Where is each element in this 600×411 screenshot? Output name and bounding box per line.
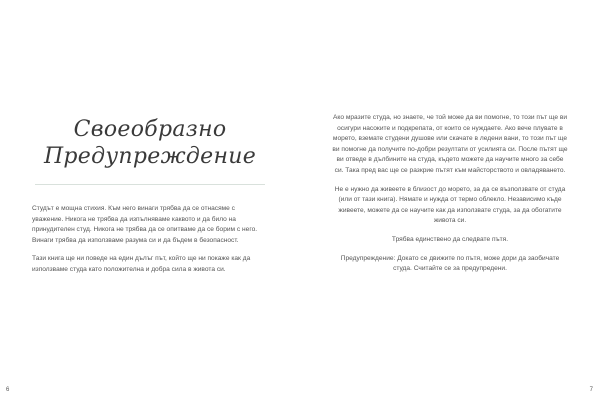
title-line-2: Предупреждение xyxy=(43,144,257,169)
page-number-right: 7 xyxy=(589,387,593,393)
page-number-left: 6 xyxy=(6,387,10,393)
right-page xyxy=(300,0,600,411)
paragraph: Трябва единствено да следвате пътя. xyxy=(391,235,509,243)
paragraph: Не е нужно да живеете в близост до морето, за да се възползвате от студа (или от тази книга). Нямате и нужда от термо облекло. Независимо къде живеете, можете да се научите как да използвате студа, за да обогатите живота си. xyxy=(334,185,566,225)
paragraph: Ако мразите студа, но знаете, че той може да ви помогне, то този път ще ви осигури насоките и подкрепата, от които се нуждаете. Ако вече плувате в морето, вземате студени душове или скачате в ледени вани, то този път ще ви помогне да получите по-добри резултати от усилията си. После пътят ще ви отведе в дълбините на студа, където можете да научите много за себе си. Така пред вас ще се разкрие пътят към майсторството и овладяването. xyxy=(332,114,568,174)
paragraph: Студът е мощна стихия. Към него винаги трябва да се отнасяме с уважение. Никога не трябва да изпълняваме каквото и да било на принудителен студ. Никога не трябва да се опитваме да се борим с него. Винаги трябва да използваме разума си и да бъдем в безопасност. xyxy=(32,205,258,244)
paragraph: Тази книга ще ни поведе на един дълъг път, който ще ни покаже как да използваме студа като положителна и добра сила в живота си. xyxy=(32,255,251,273)
page-title xyxy=(30,116,270,170)
paragraph: Предупреждение: Докато се движите по пътя, може дори да заобичате студа. Считайте се за предупредени. xyxy=(340,254,560,273)
right-body-text xyxy=(332,113,568,283)
title-divider xyxy=(35,184,265,185)
left-body-text xyxy=(32,204,268,284)
title-line-1: Своеобразно xyxy=(73,117,227,142)
